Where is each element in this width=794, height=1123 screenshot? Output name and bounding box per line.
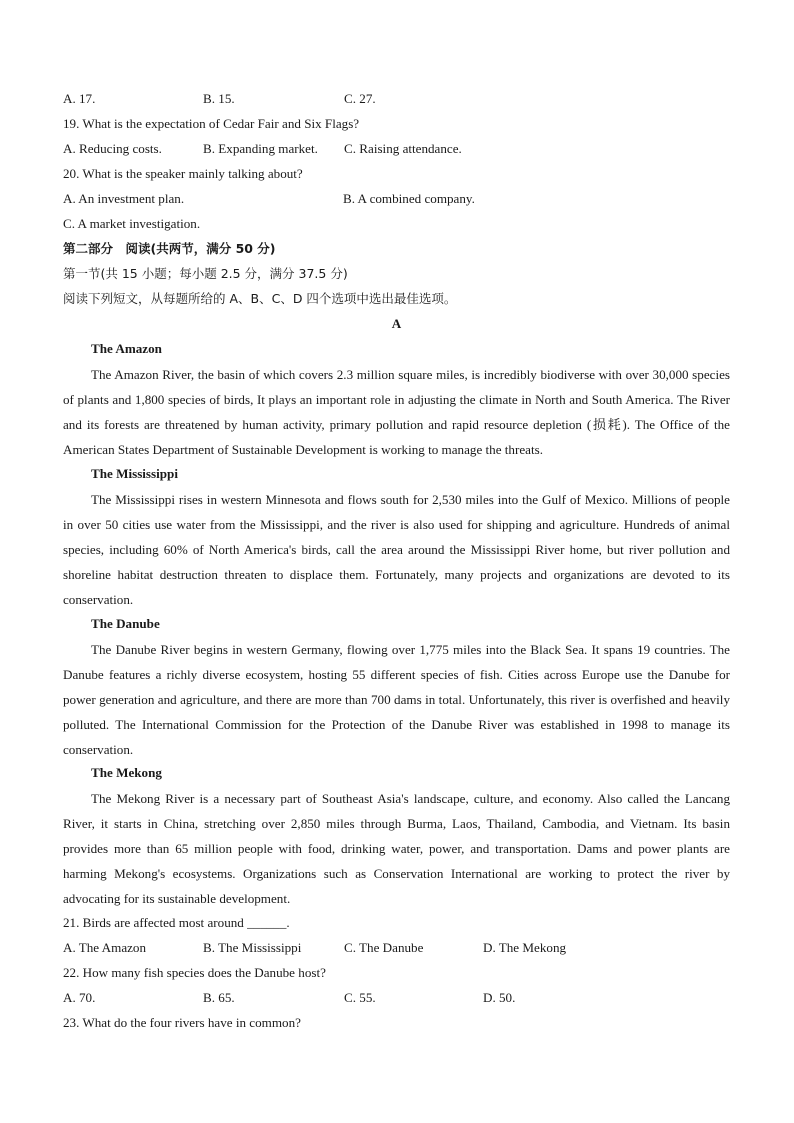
q20-question: 20. What is the speaker mainly talking about?: [63, 166, 303, 181]
q22-option-b: B. 65.: [203, 990, 235, 1005]
q20-option-a: A. An investment plan.: [63, 191, 185, 206]
paragraph-mississippi-text: The Mississippi rises in western Minnesota and flows south for 2,530 miles into the Gulf of Mexico. Millions of people in over 50 cities use water from the Mississippi, and the river is also used for shipping and agriculture. Hundreds of animal species, including 60% of North America's birds, call the area around the Mississippi River home, but river pollution and shoreline habitat destruction threaten to displace them. Fortunately, many projects and organizations are devoted to its conservation.: [63, 492, 730, 607]
q20-option-c: C. A market investigation.: [63, 216, 201, 231]
part2-title: 第二部分 阅读(共两节，满分 50 分): [63, 241, 276, 256]
q21-option-d: D. The Mekong: [483, 940, 567, 955]
q19-option-a: A. Reducing costs.: [63, 141, 162, 156]
heading-mekong: The Mekong: [91, 765, 162, 780]
section1-instruction: 阅读下列短文，从每题所给的 A、B、C、D 四个选项中选出最佳选项。: [63, 291, 457, 306]
q22-option-a: A. 70.: [63, 990, 96, 1005]
passage-label: A: [391, 316, 402, 331]
section1-title: 第一节(共 15 小题；每小题 2.5 分，满分 37.5 分): [63, 266, 348, 281]
q19-option-b: B. Expanding market.: [203, 141, 318, 156]
q22-option-d: D. 50.: [483, 990, 516, 1005]
q21-option-b: B. The Mississippi: [203, 940, 302, 955]
paragraph-amazon: [63, 362, 730, 462]
paragraph-mississippi: [63, 487, 730, 612]
heading-amazon: The Amazon: [91, 341, 162, 356]
paragraph-amazon-text: The Amazon River, the basin of which covers 2.3 million square miles, is incredibly biodiverse with over 30,000 species of plants and 1,800 species of birds, It plays an important role in adjusting the climate in North and South America. The River and its forests are threatened by human activity, primary pollution and rapid resource depletion (损耗). The Office of the American States Department of Sustainable Development is working to manage the threats.: [63, 367, 730, 457]
q21-option-c: C. The Danube: [344, 940, 424, 955]
q18-option-b: B. 15.: [203, 91, 235, 106]
heading-danube: The Danube: [91, 616, 160, 631]
q19-option-c: C. Raising attendance.: [344, 141, 462, 156]
q21-option-a: A. The Amazon: [63, 940, 147, 955]
q23-question: 23. What do the four rivers have in common?: [63, 1015, 301, 1030]
paragraph-danube-text: The Danube River begins in western Germany, flowing over 1,775 miles into the Black Sea. It spans 19 countries. The Danube features a richly diverse ecosystem, hosting 55 different species of fish. Cities across Europe use the Danube for power generation and agriculture, and there are more than 700 dams in total. Unfortunately, this river is overfished and heavily polluted. The International Commission for the Protection of the Danube River was established in 1998 to manage its conservation.: [63, 642, 730, 757]
q19-question: 19. What is the expectation of Cedar Fair and Six Flags?: [63, 116, 360, 131]
paragraph-danube: [63, 637, 730, 762]
q20-option-b: B. A combined company.: [343, 191, 475, 206]
q22-option-c: C. 55.: [344, 990, 376, 1005]
heading-mississippi: The Mississippi: [91, 466, 178, 481]
paragraph-mekong: [63, 786, 730, 911]
q18-option-c: C. 27.: [344, 91, 376, 106]
paragraph-mekong-text: The Mekong River is a necessary part of Southeast Asia's landscape, culture, and economy. Also called the Lancang River, it starts in China, stretching over 2,850 miles through Burma, Laos, Thailand, Cambodia, and Vietnam. Its basin provides more than 65 million people with food, drinking water, power, and transportation. Dams and power plants are harming Mekong's ecosystems. Organizations such as Conservation International are working to protect the river by advocating for its sustainable development.: [63, 791, 730, 906]
q22-question: 22. How many fish species does the Danube host?: [63, 965, 326, 980]
q18-option-a: A. 17.: [63, 91, 96, 106]
q21-question: 21. Birds are affected most around ______.: [63, 915, 290, 930]
